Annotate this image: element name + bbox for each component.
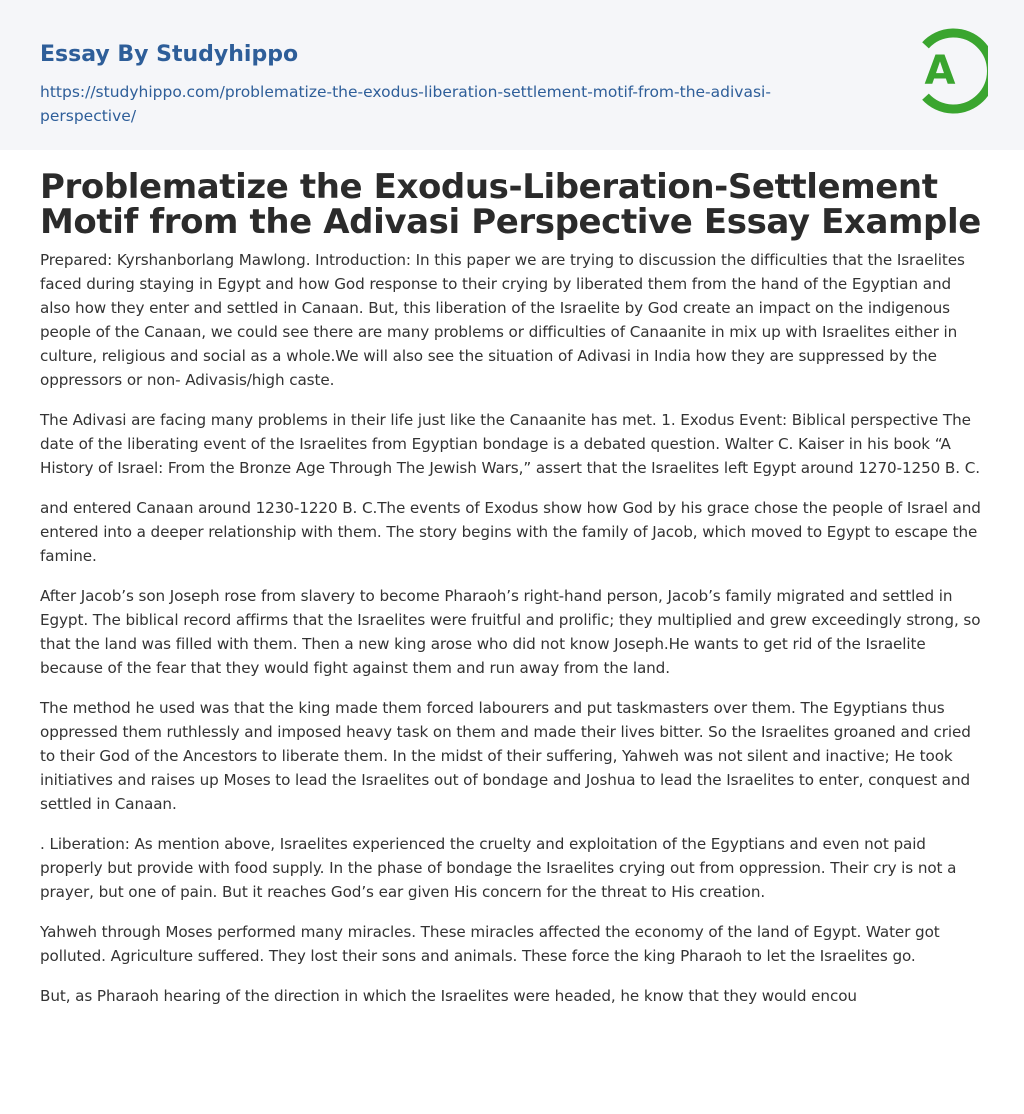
essay-paragraph: But, as Pharaoh hearing of the direction in which the Israelites were headed, he know that they would encou [40, 987, 857, 1005]
essay-paragraph: Prepared: Kyrshanborlang Mawlong. Introduction: In this paper we are trying to discussion the difficulties that the Israelites faced during staying in Egypt and how God response to their crying by liberated them from the hand of the Egyptian and also how they enter and settled in Canaan. But, this liberation of the Israelite by God create an impact on the indigenous people of the Canaan, we could see there are many problems or difficulties of Canaanite in mix up with Israelites either in culture, religious and social as a whole.We will also see the situation of Adivasi in India how they are suppressed by the oppressors or non- Adivasis/high caste. [40, 251, 965, 389]
essay-content [0, 150, 1024, 1008]
essay-paragraph: Yahweh through Moses performed many miracles. These miracles affected the economy of the land of Egypt. Water got polluted. Agriculture suffered. They lost their sons and animals. These force the king Pharaoh to let the Israelites go. [40, 923, 940, 965]
essay-paragraph: . Liberation: As mention above, Israelites experienced the cruelty and exploitation of the Egyptians and even not paid properly but provide with food supply. In the phase of bondage the Israelites crying out from oppression. Their cry is not a prayer, but one of pain. But it reaches God’s ear given His concern for the threat to His creation. [40, 835, 957, 901]
studyhippo-logo-icon[interactable] [912, 28, 988, 114]
logo-letter: A [924, 48, 956, 94]
essay-paragraph: and entered Canaan around 1230-1220 B. C.The events of Exodus show how God by his grace chose the people of Israel and entered into a deeper relationship with them. The story begins with the family of Jacob, which moved to Egypt to escape the famine. [40, 499, 981, 565]
site-header [0, 0, 1024, 150]
essay-paragraph: The method he used was that the king made them forced labourers and put taskmasters over them. The Egyptians thus oppressed them ruthlessly and imposed heavy task on them and made their lives bitter. So the Israelites groaned and cried to their God of the Ancestors to liberate them. In the midst of their suffering, Yahweh was not silent and inactive; He took initiatives and raises up Moses to lead the Israelites out of bondage and Joshua to lead the Israelites to enter, conquest and settled in Canaan. [40, 699, 971, 813]
site-name[interactable]: Essay By Studyhippo [40, 42, 299, 67]
essay-paragraph: After Jacob’s son Joseph rose from slavery to become Pharaoh’s right-hand person, Jacob’s family migrated and settled in Egypt. The biblical record affirms that the Israelites were fruitful and prolific; they multiplied and grew exceedingly strong, so that the land was filled with them. Then a new king arose who did not know Joseph.He wants to get rid of the Israelite because of the fear that they would fight against them and run away from the land. [40, 587, 981, 677]
essay-title: Problematize the Exodus-Liberation-Settlement Motif from the Adivasi Perspective Essay Example [40, 167, 981, 242]
source-url-link[interactable]: https://studyhippo.com/problematize-the-exodus-liberation-settlement-motif-from-the-adivasi-perspective/ [40, 83, 771, 125]
essay-paragraph: The Adivasi are facing many problems in their life just like the Canaanite has met. 1. Exodus Event: Biblical perspective The date of the liberating event of the Israelites from Egyptian bondage is a debated question. Walter C. Kaiser in his book “A History of Israel: From the Bronze Age Through The Jewish Wars,” assert that the Israelites left Egypt around 1270-1250 B. C. [40, 411, 980, 477]
